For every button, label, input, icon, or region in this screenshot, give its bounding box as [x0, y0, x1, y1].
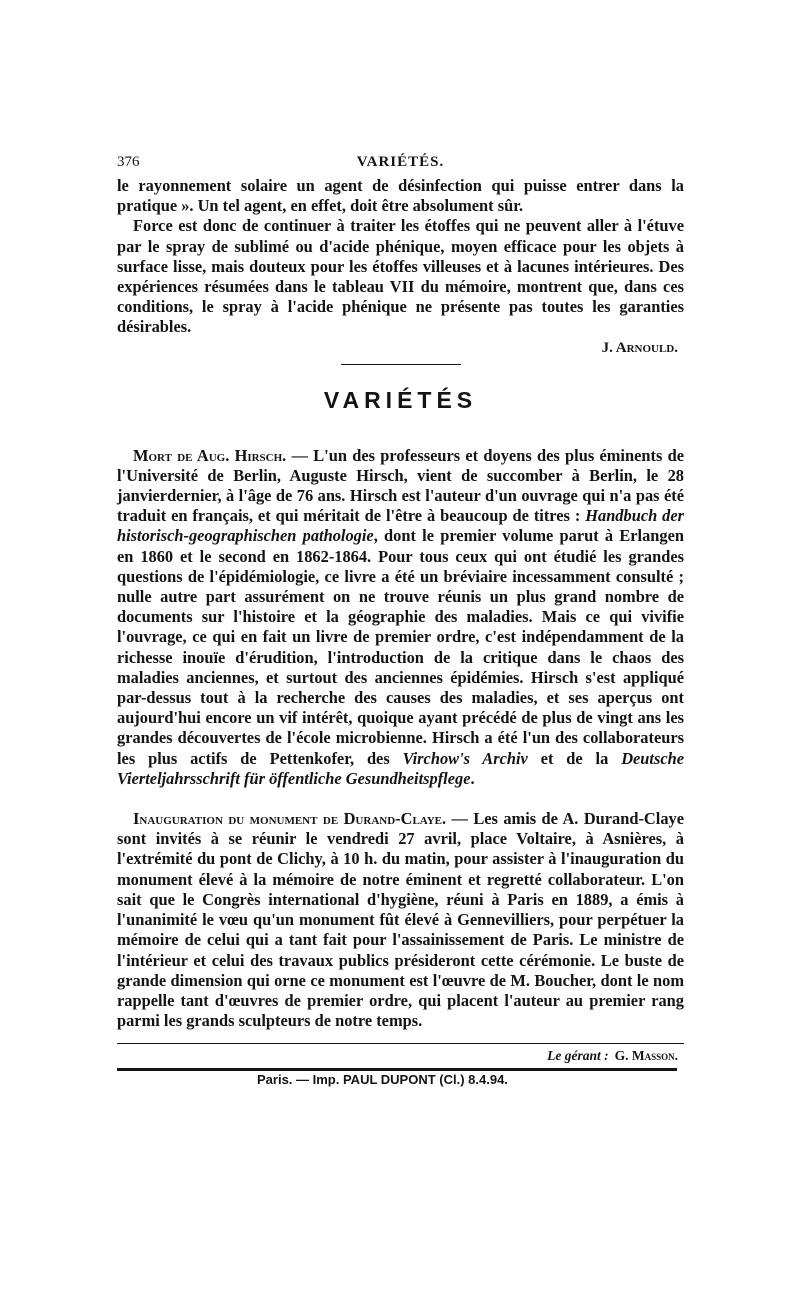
running-head [117, 150, 684, 176]
virchow-archiv-title: Virchow's Archiv [402, 748, 528, 768]
separator-rule [341, 364, 461, 365]
deutsche-vierteljahrsschrift-title: Deutsche Vierteljahrsschrift für öffentliche Gesundheitspflege [117, 748, 685, 788]
hirsch-text-4: . [470, 768, 475, 788]
durand-claye-paragraph [117, 809, 684, 1031]
running-title: VARIÉTÉS. [356, 154, 445, 170]
printer-line: Paris. — Imp. PAUL DUPONT (Cl.) 8.4.94. [257, 1072, 508, 1088]
continued-paragraph: le rayonnement solaire un agent de désinfection qui puisse entrer dans la pratique ». Un tel agent, en effet, doit être absolument sûr. [117, 176, 684, 216]
hirsch-text-1: — L'un des professeurs et doyens des plus éminents de l'Université de Berlin, Auguste Hirsch, vient de succomber à Berlin, le 28 janvierdernier, à l'âge de 76 ans. Hirsch est l'auteur d'un ouvrage qui n'a pas été traduit en français, et qui méritait de l'être à beaucoup de titres : [117, 445, 684, 526]
manager-name: G. Masson. [614, 1048, 678, 1064]
spray-paragraph: Force est donc de continuer à traiter les étoffes qui ne peuvent aller à l'étuve par le spray de sublimé ou d'acide phénique, moyen efficace pour les objets à surface lisse, mais douteux pour les étoffes villeuses et à lacunes intérieures. Des expériences résumées dans le tableau VII du mémoire, montrent que, dans ces conditions, le spray à l'acide phénique ne présente pas toutes les garanties désirables. [117, 216, 684, 337]
section-title: VARIÉTÉS [323, 386, 478, 413]
hirsch-text-2: , dont le premier volume parut à Erlangen en 1860 et le second en 1862-1864. Pour tous ceux qui ont étudié les grandes questions de l'épidémiologie, ce livre a été un bréviaire incessamment consulté ; nulle autre part assurément on ne trouve réunis un plus grand nombre de documents sur l'histoire et la géographie des maladies. Mais ce qui vivifie l'ouvrage, ce qui en fait un livre de premier ordre, c'est indépendamment de la richesse inouïe d'érudition, l'introduction de la critique dans le chaos des maladies anciennes, et surtout des anciennes épidémies. Hirsch s'est appliqué par-dessus tout à la recherche des causes des maladies, et ses aperçus ont aujourd'hui encore un vif intérêt, quoique ayant précédé de plus de vingt ans les grandes découvertes de l'école microbienne. Hirsch a été l'un des collaborateurs les plus actifs de Pettenkofer, des [117, 526, 684, 768]
durand-claye-heading: Inauguration du monument de Durand-Claye. [133, 809, 447, 829]
hirsch-text-3: et de la [527, 748, 622, 768]
printer-rule [117, 1068, 677, 1071]
author-signature: J. Arnould. [601, 339, 678, 356]
hirsch-paragraph [117, 446, 684, 789]
manager-line [117, 1044, 684, 1068]
hirsch-book-title: Handbuch der historisch-geographischen pathologie [117, 506, 684, 546]
durand-claye-text: — Les amis de A. Durand-Claye sont invités à se réunir le vendredi 27 avril, place Voltaire, à Asnières, à l'extrémité du pont de Clichy, à 10 h. du matin, pour assister à l'inauguration du monument élevé à la mémoire de notre éminent et regretté collaborateur. L'on sait que le Congrès international d'hygiène, réuni à Paris en 1889, a émis à l'unanimité le vœu qu'un monument fût élevé à Gennevilliers, pour perpétuer la mémoire de celui qui a tant fait pour l'assainissement de Paris. Le ministre de l'intérieur et celui des travaux publics présideront cette cérémonie. Le buste de grande dimension qui orne ce monument est l'œuvre de M. Boucher, dont le nom rappelle tant d'œuvres de premier ordre, qui placent l'auteur au premier rang parmi les grands sculpteurs de notre temps. [117, 809, 684, 1031]
page-number: 376 [117, 154, 140, 170]
manager-label: Le gérant : [547, 1048, 609, 1064]
document-page [117, 150, 684, 1087]
hirsch-heading: Mort de Aug. Hirsch. [133, 445, 287, 465]
paragraph-gap [117, 789, 684, 809]
